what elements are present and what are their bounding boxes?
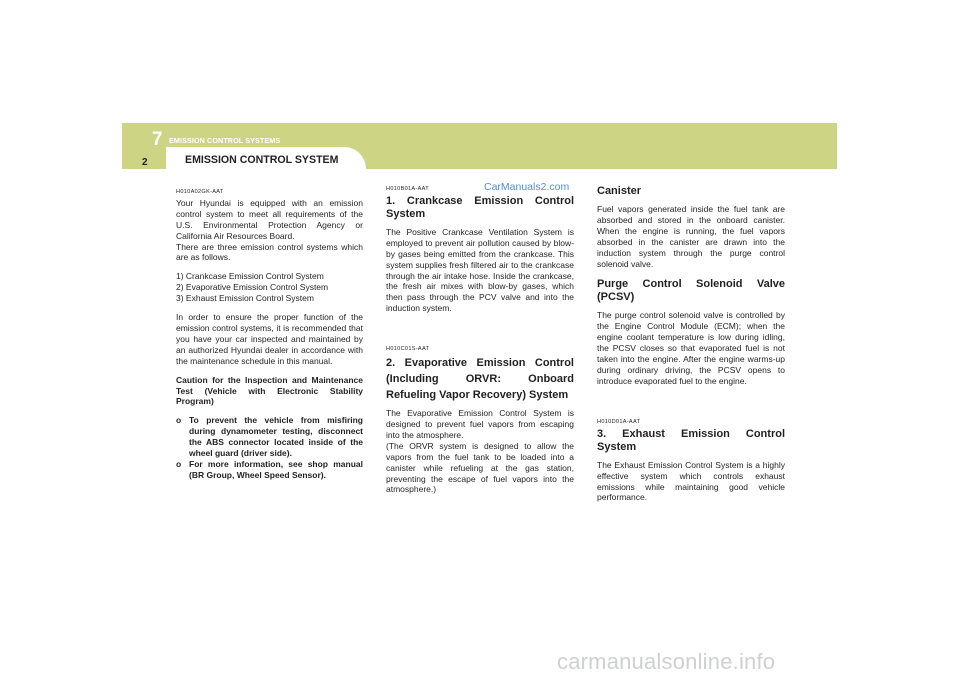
chapter-title: EMISSION CONTROL SYSTEMS bbox=[169, 136, 281, 145]
section-body: The Positive Crankcase Ventilation System is employed to prevent air pollution caused by blow-by gases being emitted from the crankcase. This system supplies fresh filtered air to the crankcase through the air intake hose. Inside the crankcase, the fresh air mixes with blow-by gases, which then pass through the PCV valve and into the induction system. bbox=[386, 226, 574, 314]
pcsv-heading: Purge Control Solenoid Valve (PCSV) bbox=[597, 278, 785, 304]
section-body: The Evaporative Emission Control System is designed to prevent fuel vapors from escaping into the atmosphere. bbox=[386, 408, 574, 440]
bullet-item bbox=[176, 459, 363, 481]
chapter-number: 7 bbox=[152, 129, 163, 150]
section-code: H010D01A-AAT bbox=[597, 418, 641, 425]
list-item: 2) Evaporative Emission Control System bbox=[176, 282, 329, 293]
list-item: 3) Exhaust Emission Control System bbox=[176, 293, 314, 304]
page-number: 2 bbox=[142, 157, 148, 168]
bullet-mark: o bbox=[176, 415, 182, 426]
bullet-item bbox=[176, 415, 363, 459]
list-item: 1) Crankcase Emission Control System bbox=[176, 271, 324, 282]
column-3 bbox=[597, 185, 785, 503]
maintenance-paragraph: In order to ensure the proper function of the emission control systems, it is recommended that you have your car inspected and maintained by an authorized Hyundai dealer in accordance with the maintenance schedule in this manual. bbox=[176, 312, 363, 366]
section-heading: 1. Crankcase Emission Control System bbox=[386, 194, 574, 220]
section-heading: 3. Exhaust Emission Control System bbox=[597, 427, 785, 453]
pcsv-body: The purge control solenoid valve is controlled by the Engine Control Module (ECM); when the engine coolant temperature is low during idling, the PCSV closes so that evaporated fuel is not taken into the engine. After the engine warms-up during ordinary driving, the PCSV opens to introduce evaporated fuel to the engine. bbox=[597, 310, 785, 386]
section-code: H010B01A-AAT bbox=[386, 186, 429, 192]
bullet-text: For more information, see shop manual (BR Group, Wheel Speed Sensor). bbox=[189, 458, 363, 480]
bullet-mark: o bbox=[176, 458, 182, 469]
watermark-bottom[interactable]: carmanualsonline.info bbox=[557, 649, 776, 674]
canister-heading: Canister bbox=[597, 185, 642, 197]
section-title: EMISSION CONTROL SYSTEM bbox=[185, 154, 339, 166]
section-heading: 2. Evaporative Emission Control (Including ORVR: Onboard Refueling Vapor Recovery) System bbox=[386, 357, 574, 402]
bullet-text: To prevent the vehicle from misfiring during dynamometer testing, disconnect the ABS connector located inside of the wheel guard (driver side). bbox=[189, 415, 363, 459]
column-2 bbox=[386, 184, 574, 495]
caution-title: Caution for the Inspection and Maintenance Test (Vehicle with Electronic Stability Program) bbox=[176, 374, 363, 407]
section-code: H010A02GK-AAT bbox=[176, 189, 224, 195]
canister-body: Fuel vapors generated inside the fuel tank are absorbed and stored in the onboard canister. When the engine is running, the fuel vapors absorbed in the canister are drawn into the induction system through the purge control solenoid valve. bbox=[597, 204, 785, 269]
watermark-top[interactable]: CarManuals2.com bbox=[484, 181, 570, 193]
section-code: H010C01S-AAT bbox=[386, 346, 430, 353]
section-body: The Exhaust Emission Control System is a highly effective system which controls exhaust emissions while maintaining good vehicle performance. bbox=[597, 459, 785, 503]
intro-paragraph-2: There are three emission control systems which are as follows. bbox=[176, 241, 363, 263]
intro-paragraph: Your Hyundai is equipped with an emission control system to meet all requirements of the U.S. Environmental Protection Agency or California Air Resources Board. bbox=[176, 197, 363, 241]
section-body-2: (The ORVR system is designed to allow the vapors from the fuel tank to be loaded into a canister while refueling at the gas station, preventing the escape of fuel vapors into the atmosphere.) bbox=[386, 440, 574, 495]
column-1 bbox=[176, 187, 363, 481]
